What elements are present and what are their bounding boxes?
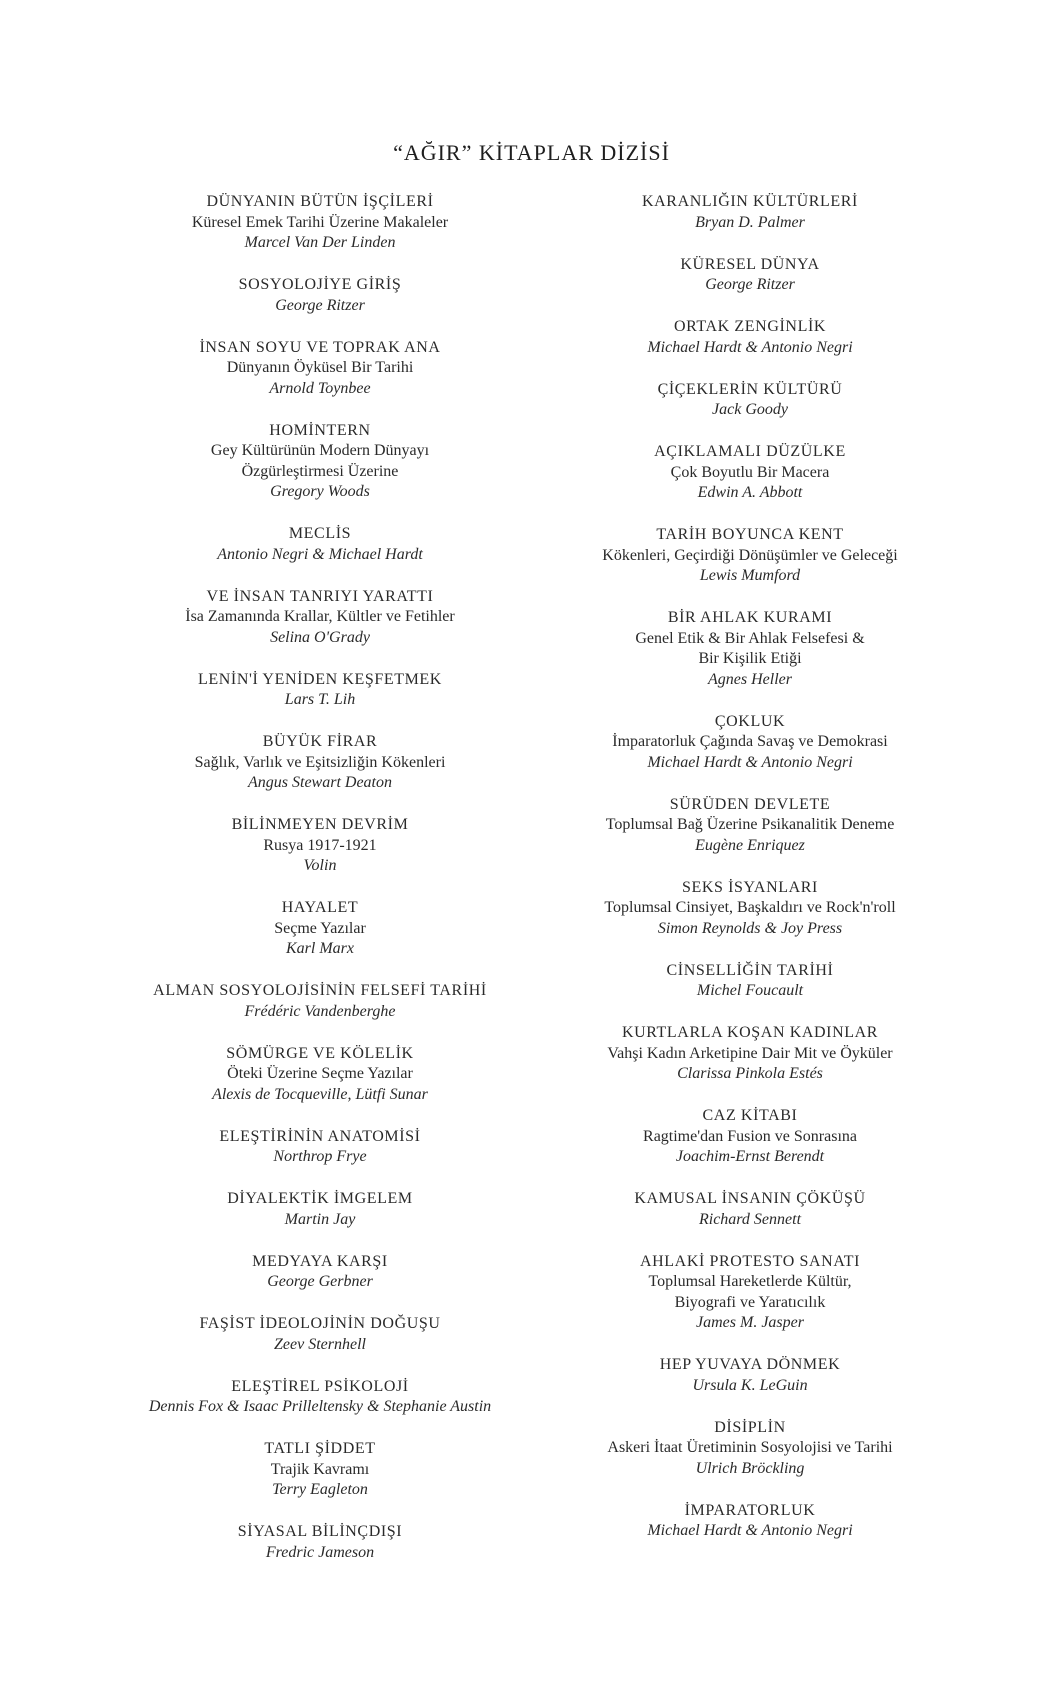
- book-entry: [540, 1501, 960, 1542]
- book-author: Northrop Frye: [273, 1148, 367, 1165]
- book-title: DÜNYANIN BÜTÜN İŞÇİLERİ: [206, 193, 434, 210]
- book-entry: [540, 192, 960, 233]
- book-subtitle: Rusya 1917-1921: [263, 836, 377, 854]
- book-subtitle: Biyografi ve Yaratıcılık: [674, 1293, 826, 1311]
- book-subtitle: Sağlık, Varlık ve Eşitsizliğin Kökenleri: [194, 753, 446, 771]
- book-entry: [130, 338, 510, 400]
- book-subtitle: Çok Boyutlu Bir Macera: [670, 463, 830, 481]
- book-entry: [540, 380, 960, 421]
- book-title: FAŞİST İDEOLOJİNİN DOĞUŞU: [199, 1315, 441, 1332]
- book-title: SÜRÜDEN DEVLETE: [669, 795, 831, 813]
- book-title: ÇOKLUK: [714, 712, 786, 730]
- book-subtitle: Toplumsal Cinsiyet, Başkaldırı ve Rock'n'roll: [604, 899, 896, 916]
- book-author: George Ritzer: [275, 296, 365, 314]
- book-subtitle: Trajik Kavramı: [270, 1460, 370, 1478]
- book-entry: [130, 192, 510, 254]
- book-entry: [540, 878, 960, 940]
- book-title: KARANLIĞIN KÜLTÜRLERİ: [642, 193, 858, 210]
- book-entry: [540, 961, 960, 1002]
- book-title: HOMİNTERN: [269, 421, 371, 439]
- book-entry: [130, 1127, 510, 1168]
- book-author: Michel Foucault: [696, 982, 804, 999]
- book-title: CİNSELLİĞİN TARİHİ: [666, 961, 834, 979]
- book-author: Bryan D. Palmer: [695, 213, 805, 231]
- book-entry: [540, 712, 960, 774]
- book-author: Ursula K. LeGuin: [692, 1376, 808, 1394]
- book-subtitle: Öteki Üzerine Seçme Yazılar: [227, 1065, 413, 1082]
- book-subtitle: Seçme Yazılar: [274, 919, 366, 937]
- book-entry: [130, 1439, 510, 1501]
- book-author: Michael Hardt & Antonio Negri: [647, 753, 853, 771]
- book-title: VE İNSAN TANRIYI YARATTI: [206, 587, 434, 605]
- page-title: “AĞIR” KİTAPLAR DİZİSİ: [393, 140, 670, 165]
- book-author: Karl Marx: [286, 940, 354, 957]
- book-author: James M. Jasper: [696, 1314, 804, 1331]
- book-entry: [130, 815, 510, 877]
- book-entry: [130, 981, 510, 1022]
- book-title: KÜRESEL DÜNYA: [680, 255, 820, 273]
- book-title: HEP YUVAYA DÖNMEK: [659, 1356, 841, 1373]
- book-entry: [540, 317, 960, 358]
- book-author: Clarissa Pinkola Estés: [677, 1065, 823, 1082]
- book-title: DİYALEKTİK İMGELEM: [227, 1190, 413, 1207]
- book-author: Michael Hardt & Antonio Negri: [647, 1522, 853, 1539]
- book-subtitle: Ragtime'dan Fusion ve Sonrasına: [643, 1127, 857, 1145]
- book-title: İMPARATORLUK: [684, 1501, 816, 1519]
- book-title: SEKS İSYANLARI: [682, 878, 818, 896]
- book-title: BÜYÜK FİRAR: [262, 733, 378, 750]
- book-author: Selina O'Grady: [270, 628, 370, 646]
- book-title: KURTLARLA KOŞAN KADINLAR: [621, 1024, 879, 1041]
- book-title: HAYALET: [281, 899, 359, 916]
- book-entry: [130, 1314, 510, 1355]
- book-entry: [130, 898, 510, 960]
- book-subtitle: Özgürleştirmesi Üzerine: [241, 462, 399, 480]
- book-entry: [540, 255, 960, 296]
- book-entry: [540, 1355, 960, 1396]
- book-author: Terry Eagleton: [272, 1481, 368, 1498]
- book-entry: [130, 1044, 510, 1106]
- book-author: Fredric Jameson: [265, 1543, 375, 1561]
- book-title: ELEŞTİRİNİN ANATOMİSİ: [219, 1127, 421, 1145]
- book-title: İNSAN SOYU VE TOPRAK ANA: [199, 338, 441, 356]
- book-entry: [130, 732, 510, 794]
- book-title: AÇIKLAMALI DÜZÜLKE: [654, 443, 846, 460]
- book-title: MEDYAYA KARŞI: [252, 1252, 388, 1270]
- book-author: Alexis de Tocqueville, Lütfi Sunar: [212, 1085, 428, 1103]
- book-subtitle: İmparatorluk Çağında Savaş ve Demokrasi: [612, 733, 888, 750]
- book-entry: [540, 1106, 960, 1168]
- book-author: Arnold Toynbee: [269, 379, 371, 397]
- book-author: George Gerbner: [267, 1273, 373, 1290]
- book-author: Joachim-Ernst Berendt: [675, 1148, 825, 1165]
- book-title: SÖMÜRGE VE KÖLELİK: [226, 1044, 414, 1062]
- book-entry: [540, 442, 960, 504]
- book-author: Ulrich Bröckling: [695, 1459, 805, 1477]
- book-entry: [540, 1189, 960, 1230]
- book-title: KAMUSAL İNSANIN ÇÖKÜŞÜ: [634, 1190, 866, 1207]
- book-entry: [130, 1522, 510, 1563]
- book-entry: [130, 1377, 510, 1418]
- book-author: Dennis Fox & Isaac Prilleltensky & Stephanie Austin: [148, 1398, 492, 1415]
- book-author: Angus Stewart Deaton: [248, 774, 392, 791]
- book-entry: [540, 608, 960, 690]
- book-author: Frédéric Vandenberghe: [244, 1002, 396, 1020]
- book-title: MECLİS: [288, 525, 352, 542]
- book-title: ORTAK ZENGİNLİK: [673, 318, 827, 335]
- book-subtitle: Küresel Emek Tarihi Üzerine Makaleler: [191, 213, 449, 231]
- book-entry: [540, 1418, 960, 1480]
- book-entry: [130, 670, 510, 711]
- book-subtitle: İsa Zamanında Krallar, Kültler ve Fetihler: [185, 608, 455, 625]
- book-subtitle: Toplumsal Bağ Üzerine Psikanalitik Deneme: [605, 816, 895, 833]
- book-author: Jack Goody: [712, 401, 788, 418]
- book-entry: [130, 275, 510, 316]
- book-author: Lewis Mumford: [699, 567, 801, 584]
- book-entry: [540, 1023, 960, 1085]
- book-title: AHLAKİ PROTESTO SANATI: [639, 1252, 861, 1270]
- book-subtitle: Genel Etik & Bir Ahlak Felsefesi &: [635, 629, 865, 647]
- book-author: Zeev Sternhell: [274, 1335, 366, 1353]
- book-subtitle: Gey Kültürünün Modern Dünyayı: [210, 442, 430, 459]
- book-entry: [130, 524, 510, 565]
- book-title: ALMAN SOSYOLOJİSİNİN FELSEFİ TARİHİ: [153, 982, 487, 999]
- book-subtitle: Kökenleri, Geçirdiği Dönüşümler ve Geleceği: [602, 546, 898, 564]
- book-title: TATLI ŞİDDET: [264, 1440, 376, 1457]
- right-column: [540, 192, 960, 1563]
- book-entry: [540, 525, 960, 587]
- book-title: BİR AHLAK KURAMI: [667, 609, 833, 626]
- book-entry: [130, 1252, 510, 1293]
- book-title: CAZ KİTABI: [702, 1107, 798, 1124]
- book-subtitle: Vahşi Kadın Arketipine Dair Mit ve Öyküler: [607, 1044, 893, 1062]
- book-author: Lars T. Lih: [284, 691, 356, 708]
- book-author: Marcel Van Der Linden: [244, 234, 396, 251]
- book-subtitle: Bir Kişilik Etiği: [698, 650, 802, 667]
- book-title: ÇİÇEKLERİN KÜLTÜRÜ: [657, 380, 843, 398]
- book-entry: [130, 1189, 510, 1230]
- left-column: [130, 192, 510, 1585]
- book-entry: [540, 795, 960, 857]
- book-author: Martin Jay: [284, 1210, 356, 1228]
- book-subtitle: Toplumsal Hareketlerde Kültür,: [648, 1273, 852, 1290]
- book-title: SOSYOLOJİYE GİRİŞ: [238, 276, 402, 293]
- book-author: Gregory Woods: [270, 483, 370, 500]
- book-subtitle: Askeri İtaat Üretiminin Sosyolojisi ve Tarihi: [607, 1439, 893, 1456]
- book-title: BİLİNMEYEN DEVRİM: [231, 816, 409, 833]
- book-title: SİYASAL BİLİNÇDIŞI: [237, 1523, 403, 1540]
- book-author: Agnes Heller: [708, 670, 792, 688]
- book-entry: [540, 1252, 960, 1334]
- book-author: Eugène Enriquez: [695, 836, 805, 854]
- book-author: Richard Sennett: [698, 1210, 802, 1228]
- book-author: Edwin A. Abbott: [697, 484, 803, 501]
- book-title: ELEŞTİREL PSİKOLOJİ: [231, 1377, 409, 1395]
- book-subtitle: Dünyanın Öyküsel Bir Tarihi: [226, 359, 414, 376]
- book-author: Simon Reynolds & Joy Press: [657, 919, 843, 937]
- book-entry: [130, 421, 510, 503]
- book-author: Michael Hardt & Antonio Negri: [647, 338, 853, 356]
- book-author: Volin: [303, 857, 337, 874]
- book-author: George Ritzer: [705, 276, 795, 293]
- book-author: Antonio Negri & Michael Hardt: [217, 545, 423, 563]
- book-title: LENİN'İ YENİDEN KEŞFETMEK: [198, 670, 442, 688]
- book-title: TARİH BOYUNCA KENT: [656, 526, 844, 543]
- book-entry: [130, 587, 510, 649]
- book-title: DİSİPLİN: [714, 1418, 786, 1436]
